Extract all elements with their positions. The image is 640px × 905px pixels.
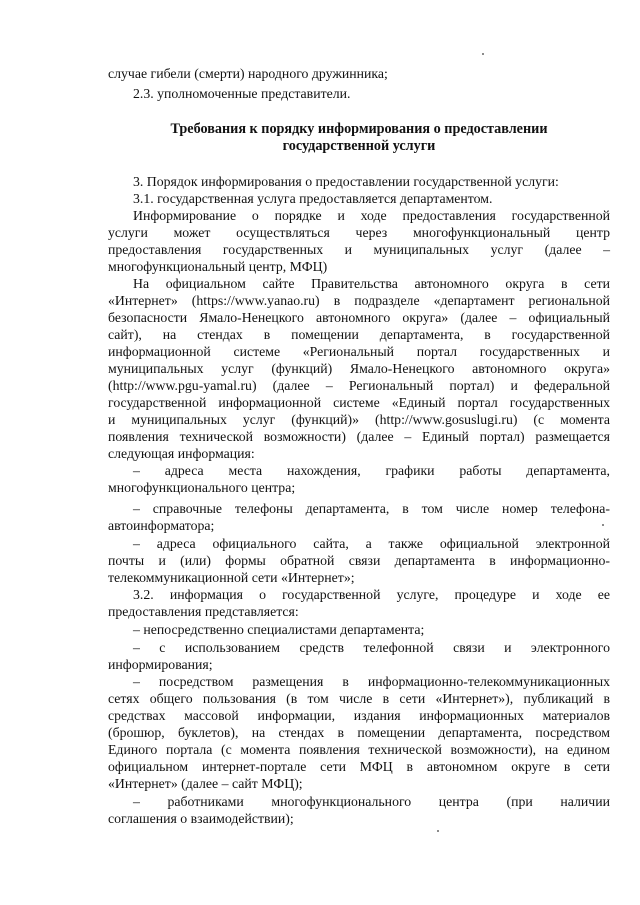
- text-line: информационной системе «Региональный портал государственных и: [108, 344, 610, 359]
- text-line: многофункционального центра;: [108, 480, 296, 495]
- text-line: 3.2. информация о государственной услуге, процедуре и ходе ее: [133, 587, 610, 602]
- text-line: следующая информация:: [108, 446, 255, 461]
- list-item: – посредством размещения в информационно-телекоммуникационных: [133, 674, 610, 689]
- text-line: случае гибели (смерти) народного дружинника;: [108, 66, 388, 81]
- text-line: сайт), на стендах в помещении департамента, в государственной: [108, 327, 610, 342]
- list-item: – с использованием средств телефонной связи и электронного: [133, 640, 610, 655]
- scan-speck: [482, 53, 484, 55]
- text-line: почты и (или) формы обратной связи департамента в информационно-: [108, 553, 610, 568]
- text-line: 2.3. уполномоченные представители.: [133, 86, 351, 101]
- text-line: Единого портала (с момента появления технической возможности), на едином: [108, 742, 610, 757]
- list-item: – адреса места нахождения, графики работы департамента,: [133, 463, 610, 478]
- text-line: 3.1. государственная услуга предоставляется департаментом.: [133, 191, 493, 206]
- text-line: сетях общего пользования (в том числе в сети «Интернет»), публикаций в: [108, 691, 610, 706]
- text-line: муниципальных услуг (функций) Ямало-Ненецкого автономного округа»: [108, 361, 610, 376]
- scan-speck: [437, 830, 439, 832]
- text-line: (брошюр, буклетов), на стендах в помещении департамента, посредством: [108, 725, 610, 740]
- text-line: средствах массовой информации, издания информационных материалов: [108, 708, 610, 723]
- list-item: – работниками многофункционального центра (при наличии: [133, 794, 610, 809]
- text-line: официальном интернет-портале сети МФЦ в автономном округе в сети: [108, 759, 610, 774]
- text-line: автоинформатора;: [108, 518, 215, 533]
- text-line: (http://www.pgu-yamal.ru) (далее – Региональный портал) и федеральной: [108, 378, 610, 393]
- text-line: безопасности Ямало-Ненецкого автономного округа» (далее – официальный: [108, 310, 610, 325]
- list-item: – непосредственно специалистами департамента;: [133, 622, 425, 637]
- text-line: и муниципальных услуг (функций)» (http://www.gosuslugi.ru) (с момента: [108, 412, 610, 427]
- text-line: Информирование о порядке и ходе предоставления государственной: [133, 208, 610, 223]
- text-line: телекоммуникационной сети «Интернет»;: [108, 570, 355, 585]
- text-line: услуги может осуществляться через многофункциональный центр: [108, 225, 610, 240]
- text-line: соглашения о взаимодействии);: [108, 811, 294, 826]
- list-item: – справочные телефоны департамента, в том числе номер телефона-: [133, 501, 610, 516]
- text-line: 3. Порядок информирования о предоставлении государственной услуги:: [133, 174, 559, 189]
- text-line: информирования;: [108, 657, 213, 672]
- text-line: На официальном сайте Правительства автономного округа в сети: [133, 276, 610, 291]
- text-line: предоставления государственных и муниципальных услуг (далее –: [108, 242, 610, 257]
- text-line: «Интернет» (https://www.yanao.ru) в подразделе «департамент региональной: [108, 293, 610, 308]
- text-line: появления технической возможности) (далее – Единый портал) размещается: [108, 429, 610, 444]
- list-item: – адреса официального сайта, а также официальной электронной: [133, 536, 610, 551]
- text-line: «Интернет» (далее – сайт МФЦ);: [108, 776, 303, 791]
- section-heading: государственной услуги: [282, 138, 436, 154]
- text-line: многофункциональный центр, МФЦ): [108, 259, 328, 274]
- scan-speck: [602, 524, 604, 526]
- text-line: государственной информационной системе «Единый портал государственных: [108, 395, 610, 410]
- section-heading: Требования к порядку информирования о предоставлении: [170, 121, 548, 137]
- text-line: предоставления представляется:: [108, 604, 299, 619]
